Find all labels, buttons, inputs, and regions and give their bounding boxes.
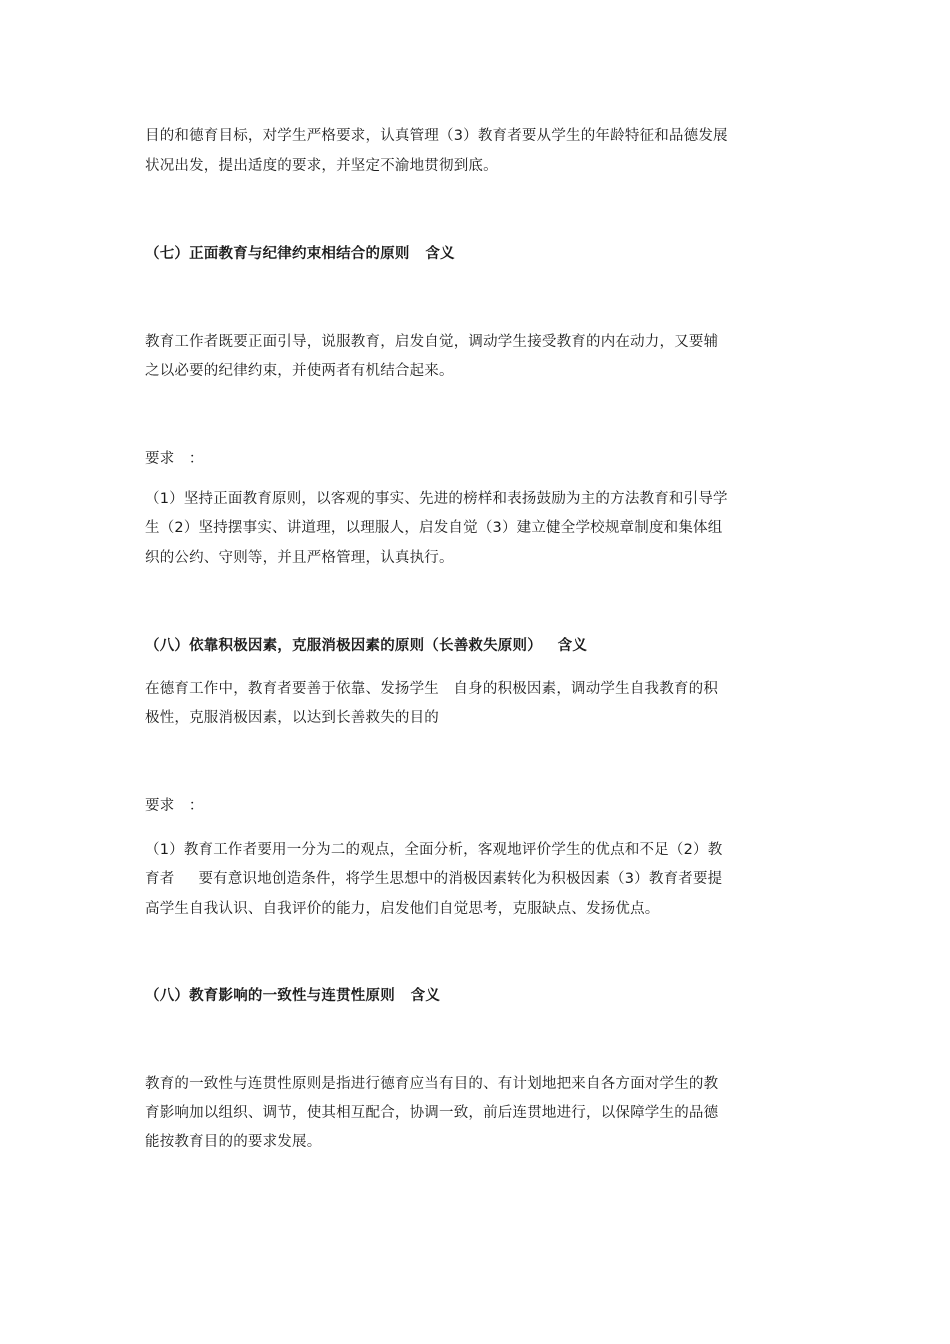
paragraph-line: 状况出发，提出适度的要求，并坚定不渝地贯彻到底。 <box>145 158 498 174</box>
requirements-label: 要求 ： <box>145 798 204 814</box>
section-heading: （八）教育影响的一致性与连贯性原则 含义 <box>145 988 441 1004</box>
paragraph-line: 极性，克服消极因素，以达到长善救失的目的 <box>145 710 439 726</box>
paragraph-line: 目的和德育目标，对学生严格要求，认真管理（3）教育者要从学生的年龄特征和品德发展 <box>145 128 728 144</box>
paragraph-line: 织的公约、守则等，并且严格管理，认真执行。 <box>145 550 454 566</box>
paragraph-line: 在德育工作中，教育者要善于依靠、发扬学生 自身的积极因素，调动学生自我教育的积 <box>145 681 719 697</box>
paragraph-line: 教育的一致性与连贯性原则是指进行德育应当有目的、有计划地把来自各方面对学生的教 <box>145 1076 719 1092</box>
paragraph-line: （1）教育工作者要用一分为二的观点，全面分析，客观地评价学生的优点和不足（2）教 <box>145 842 723 858</box>
paragraph-line: 育者 要有意识地创造条件，将学生思想中的消极因素转化为积极因素（3）教育者要提 <box>145 871 723 887</box>
paragraph-line: 之以必要的纪律约束，并使两者有机结合起来。 <box>145 363 454 379</box>
paragraph-line: 能按教育目的的要求发展。 <box>145 1134 322 1150</box>
section-heading: （八）依靠积极因素，克服消极因素的原则（长善救失原则） 含义 <box>145 638 588 654</box>
requirements-label: 要求 ： <box>145 451 204 467</box>
paragraph-line: 教育工作者既要正面引导，说服教育，启发自觉，调动学生接受教育的内在动力，又要辅 <box>145 334 719 350</box>
paragraph-line: 育影响加以组织、调节，使其相互配合，协调一致，前后连贯地进行，以保障学生的品德 <box>145 1105 719 1121</box>
paragraph-line: （1）坚持正面教育原则，以客观的事实、先进的榜样和表扬鼓励为主的方法教育和引导学 <box>145 491 728 507</box>
section-heading: （七）正面教育与纪律约束相结合的原则 含义 <box>145 246 455 262</box>
paragraph-line: 高学生自我认识、自我评价的能力，启发他们自觉思考，克服缺点、发扬优点。 <box>145 901 660 917</box>
paragraph-line: 生（2）坚持摆事实、讲道理，以理服人，启发自觉（3）建立健全学校规章制度和集体组 <box>145 520 723 536</box>
